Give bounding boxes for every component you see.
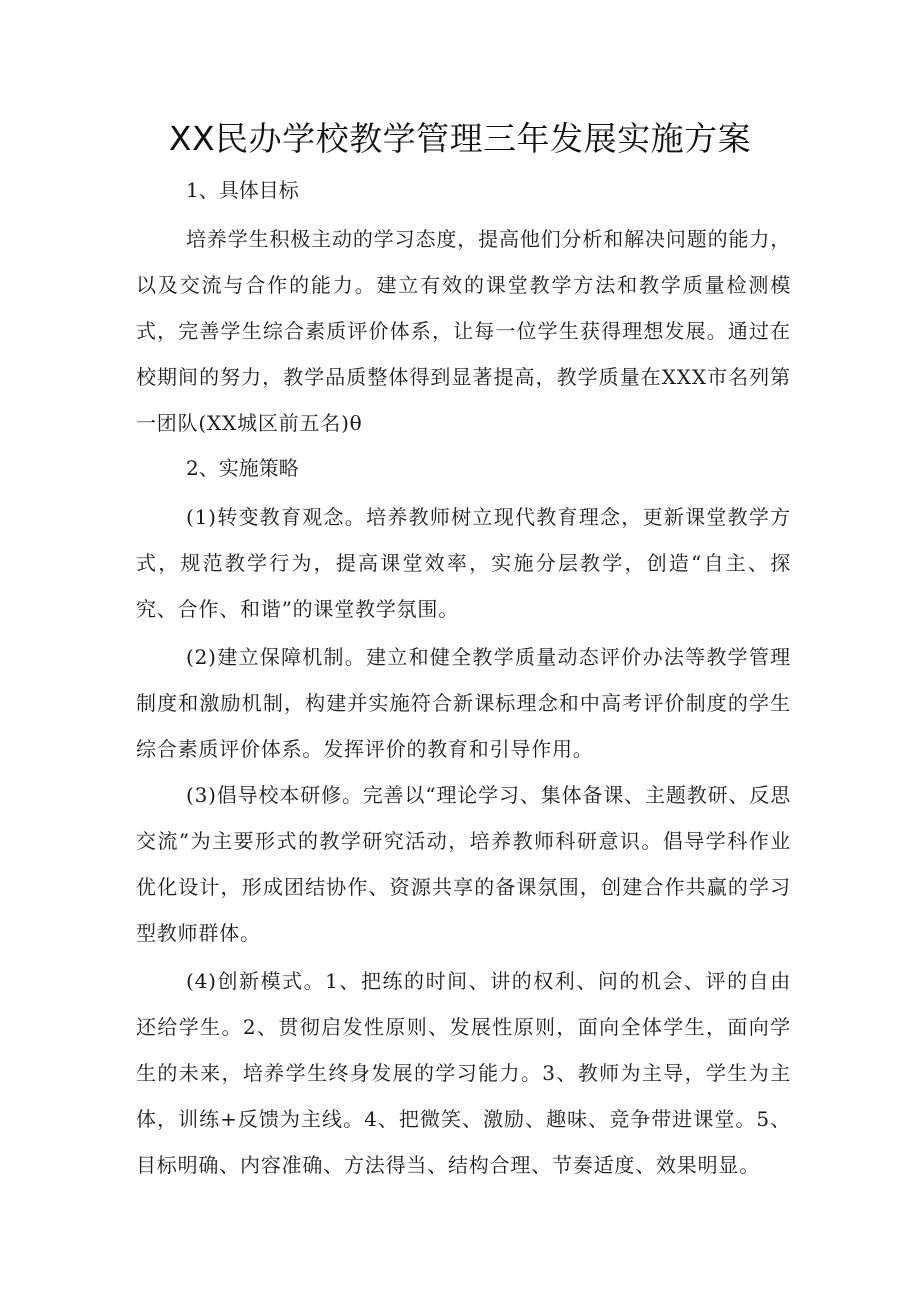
section-heading-goals: 1、具体目标 bbox=[186, 178, 299, 202]
strategy-item-1: (1)转变教育观念。培养教师树立现代教育理念，更新课堂教学方式，规范教学行为，提高课堂效率，实施分层教学，创造“自主、探究、合作、和谐”的课堂教学氛围。 bbox=[136, 505, 791, 621]
goals-paragraph: 培养学生积极主动的学习态度，提高他们分析和解决问题的能力，以及交流与合作的能力。建立有效的课堂教学方法和教学质量检测模式，完善学生综合素质评价体系，让每一位学生获得理想发展。通过在校期间的努力，教学品质整体得到显著提高，教学质量在XXX市名列第一团队(XX城区前五名)θ bbox=[136, 227, 791, 435]
strategy-item-4: (4)创新模式。1、把练的时间、讲的权利、问的机会、评的自由还给学生。2、贯彻启发性原则、发展性原则，面向全体学生，面向学生的未来，培养学生终身发展的学习能力。3、教师为主导，学生为主体，训练+反馈为主线。4、把微笑、激励、趣味、竞争带进课堂。5、目标明确、内容准确、方法得当、结构合理、节奏适度、效果明显。 bbox=[136, 969, 791, 1177]
section-heading-strategy: 2、实施策略 bbox=[186, 456, 299, 480]
document-title: XX民办学校教学管理三年发展实施方案 bbox=[168, 119, 752, 158]
strategy-item-3: (3)倡导校本研修。完善以“理论学习、集体备课、主题教研、反思交流”为主要形式的教学研究活动，培养教师科研意识。倡导学科作业优化设计，形成团结协作、资源共享的备课氛围，创建合作共赢的学习型教师群体。 bbox=[136, 783, 791, 945]
strategy-item-2: (2)建立保障机制。建立和健全教学质量动态评价办法等教学管理制度和激励机制，构建并实施符合新课标理念和中高考评价制度的学生综合素质评价体系。发挥评价的教育和引导作用。 bbox=[136, 645, 791, 761]
